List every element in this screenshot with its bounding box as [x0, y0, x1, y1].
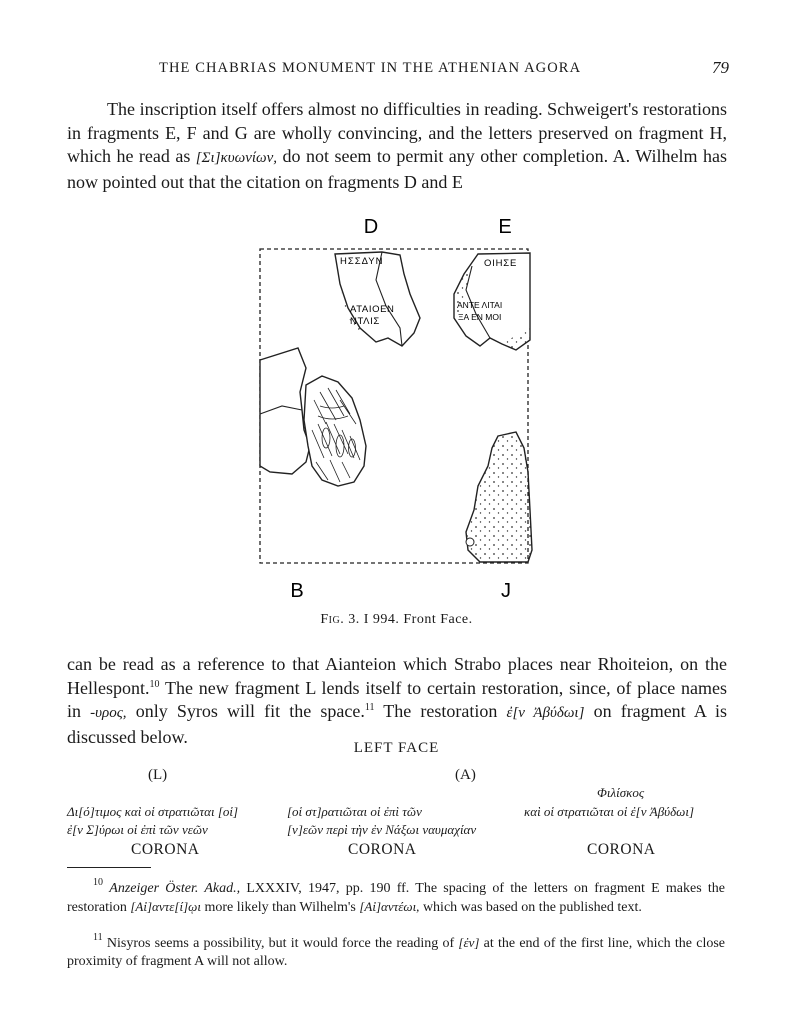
- paragraph-2: [67, 653, 727, 749]
- footnote-ref-10: 10: [149, 678, 160, 690]
- label-d: D: [363, 216, 379, 238]
- footnote-ref-11: 11: [364, 702, 375, 713]
- left-face-heading: LEFT FACE: [353, 740, 440, 756]
- column-l-line-1: Δι[ό]τιμος καὶ οἱ στρατιῶται [οἱ]: [67, 804, 239, 819]
- footnote-11-text-a: Nisyros seems a possibility, but it would force the reading of: [102, 936, 459, 951]
- fragment-e-line-1: ΟΙΗΣΕ: [484, 258, 518, 269]
- label-b: B: [290, 580, 304, 602]
- column-philiskos-corona: CORONA: [587, 841, 656, 858]
- column-l-line-2: ἐ[ν Σ]ύρωι οἱ ἐπὶ τῶν νεῶν: [67, 822, 208, 837]
- column-philiskos-label: Φιλίσκος: [597, 785, 645, 800]
- footnote-rule: [67, 867, 151, 868]
- footnote-10-greek-a: [Αἰ]αντε[ί]ῳι: [130, 899, 201, 914]
- figure-caption-title: Front Face.: [403, 612, 473, 627]
- label-e: E: [498, 216, 512, 238]
- paragraph-1-text-b: do not seem to permit any other completion. A. Wilhelm has now pointed out that the citation on fragments D and E: [67, 146, 727, 192]
- paragraph-2-text-e: on fragment A is discussed below.: [67, 701, 727, 747]
- label-j: J: [501, 580, 511, 602]
- fragments-drawing: [240, 210, 550, 610]
- paragraph-1: [67, 98, 727, 194]
- column-a-corona: CORONA: [348, 841, 417, 858]
- paragraph-1-text-a: The inscription itself offers almost no difficulties in reading. Schweigert's restorations in fragments E, F and G are wholly convincing, and the letters preserved on fragment H, which he read as: [67, 99, 727, 166]
- column-a-line-1: [οἱ στ]ρατιῶται οἱ ἐπὶ τῶν: [287, 804, 422, 819]
- greek-sikyonion: [Σι]κυωνίων,: [195, 150, 278, 166]
- figure-caption: [0, 612, 793, 628]
- fragment-e-line-3: ΞΑ ΕΝ ΜΟΙ: [458, 312, 502, 322]
- column-l-corona: CORONA: [131, 841, 200, 858]
- footnote-10-text-b: more likely than Wilhelm's: [200, 900, 360, 915]
- fragment-d-line-2: ΑΤΑΙΟΕΝ: [350, 304, 395, 315]
- fragment-e: [454, 253, 530, 350]
- footnote-10-text-a: LXXXIV, 1947, pp. 190 ff. The spacing of the letters on fragment E makes the restoration: [67, 881, 726, 915]
- figure-caption-fig: Fig. 3.: [320, 612, 360, 627]
- footnote-10-number: 10: [93, 877, 103, 888]
- footnote-11: [67, 934, 725, 971]
- running-head: [0, 60, 793, 82]
- fragment-e-line-2: ΑΝΤΕ ΛΙΤΑΙ: [457, 300, 503, 310]
- footnote-11-number: 11: [93, 932, 103, 943]
- footnote-10: [67, 877, 726, 917]
- figure-3-drawing: [240, 210, 550, 610]
- footnote-11-text-b: at the end of the first line, which the close proximity of fragment A will not allow.: [67, 936, 725, 969]
- greek-restoration: ἐ[ν Ἀβύδωι]: [506, 705, 585, 721]
- column-a-line-2: [ν]εῶν περὶ τὴν ἐν Νάξωι ναυμαχίαν: [287, 822, 477, 837]
- fragment-j: [466, 432, 532, 562]
- running-title: THE CHABRIAS MONUMENT IN THE ATHENIAN AGORA: [159, 60, 582, 76]
- paragraph-2-text-b: The new fragment L lends itself to certain restoration, since, of place names in: [67, 677, 727, 721]
- fragment-d: [335, 252, 420, 346]
- figure-caption-number: I 994.: [363, 612, 400, 627]
- column-l-label: (L): [148, 767, 168, 783]
- fragment-d-line-1: ΗΣΣΔΥΝ: [340, 256, 384, 267]
- footnote-11-greek-a: [ἐν]: [458, 935, 480, 950]
- footnote-10-text-c: which was based on the published text.: [419, 900, 642, 915]
- page-number: 79: [712, 58, 729, 77]
- column-philiskos-line-1: καὶ οἱ στρατιῶται οἱ ἐ[ν Ἀβύδωι]: [524, 804, 695, 819]
- greek-suffix: -υρος,: [90, 705, 127, 721]
- paragraph-2-text-c: only Syros will fit the space.: [126, 701, 365, 721]
- footnote-10-journal: Anzeiger Öster. Akad.,: [109, 881, 241, 896]
- fragment-d-line-3: ΝΤΛΙΣ: [350, 316, 380, 327]
- paragraph-2-text-d: The restoration: [374, 701, 507, 721]
- fragment-b: [260, 348, 366, 486]
- footnote-10-greek-b: [Αἰ]αντέωι,: [359, 899, 420, 914]
- column-a-label: (A): [455, 767, 476, 783]
- paragraph-2-text-a: can be read as a reference to that Aianteion which Strabo places near Rhoiteion, on the Hellespont.: [67, 654, 727, 698]
